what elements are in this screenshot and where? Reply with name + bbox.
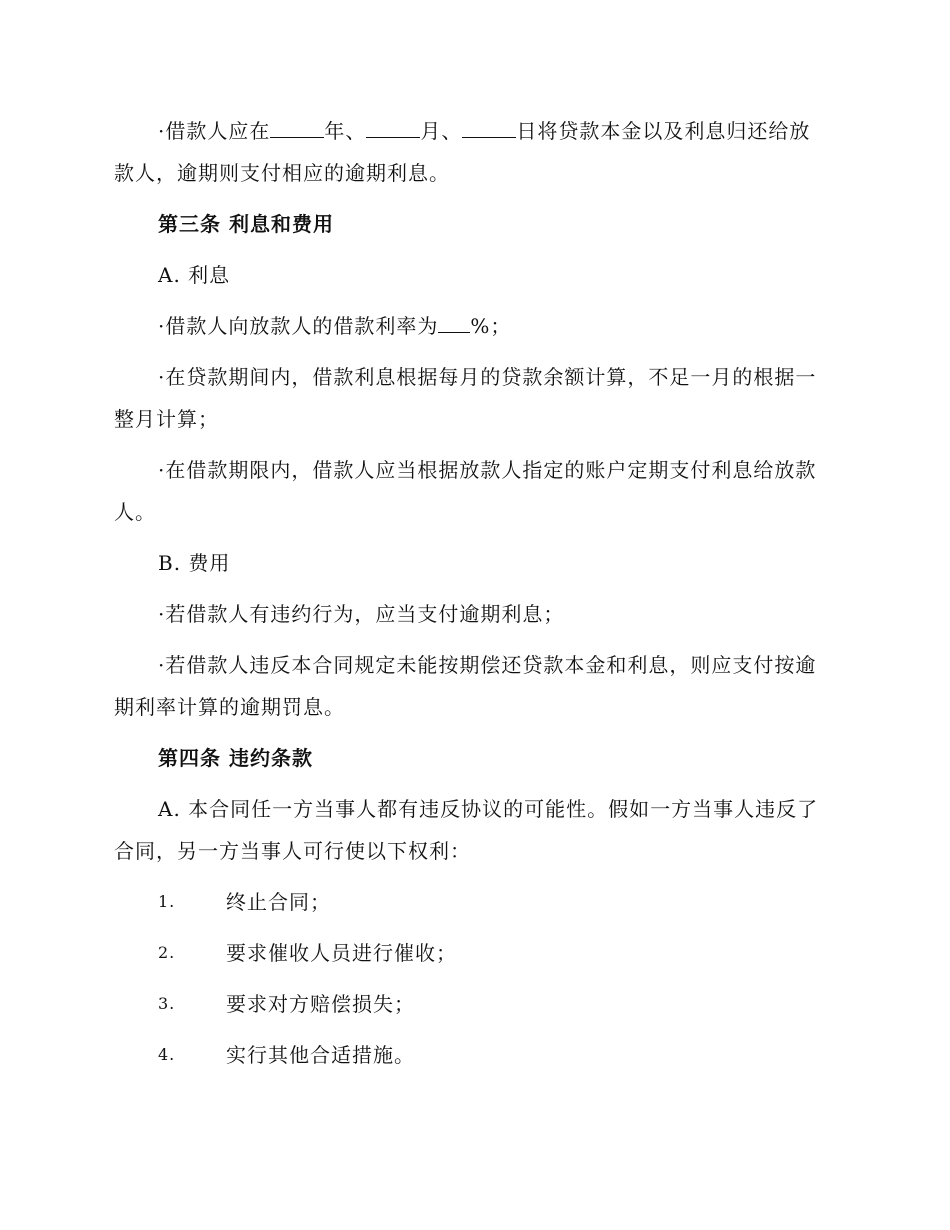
list-item [114, 1034, 830, 1076]
list-item-text: 实行其他合适措施。 [226, 1043, 415, 1067]
day-blank [462, 115, 516, 138]
list-item-number: 3. [158, 994, 176, 1013]
list-item-text: 终止合同； [226, 890, 331, 914]
repayment-clause-lead: ·借款人应在 [158, 119, 271, 143]
article-4-heading: 第四条 违约条款 [158, 746, 313, 770]
document-body [114, 110, 830, 1085]
list-item [114, 983, 830, 1025]
interest-rate-lead: ·借款人向放款人的借款利率为 [158, 314, 439, 338]
repayment-clause-tail: 日将贷款本金以及利息归还给放款人，逾期则支付相应的逾期利息。 [114, 119, 811, 185]
list-item-text: 要求催收人员进行催收； [226, 941, 457, 965]
interest-payment-clause: ·在借款期限内，借款人应当根据放款人指定的账户定期支付利息给放款人。 [114, 458, 817, 524]
article-3-heading: 第三条 利息和费用 [158, 212, 334, 236]
interest-calculation-clause: ·在贷款期间内，借款利息根据每月的贷款余额计算，不足一月的根据一整月计算； [114, 365, 817, 431]
month-label: 月、 [420, 119, 463, 143]
list-item [114, 932, 830, 974]
repayment-clause [114, 110, 830, 194]
list-item-number: 2. [158, 943, 176, 962]
breach-section-a: A. 本合同任一方当事人都有违反协议的可能性。假如一方当事人违反了合同，另一方当事人可行使以下权利： [114, 797, 819, 863]
interest-rate-tail: %； [470, 314, 512, 338]
rate-blank [438, 310, 470, 333]
list-item-text: 要求对方赔偿损失； [226, 992, 415, 1016]
list-item-number: 1. [158, 892, 176, 911]
year-label: 年、 [324, 119, 367, 143]
interest-rate-clause [114, 305, 830, 347]
month-blank [366, 115, 420, 138]
list-item-number: 4. [158, 1045, 176, 1064]
section-b-fees-label: B. 费用 [158, 551, 231, 575]
section-a-interest-label: A. 利息 [158, 263, 231, 287]
year-blank [270, 115, 324, 138]
fee-penalty-clause: ·若借款人违反本合同规定未能按期偿还贷款本金和利息，则应支付按逾期利率计算的逾期罚息。 [114, 653, 817, 719]
fee-default-clause: ·若借款人有违约行为，应当支付逾期利息； [158, 602, 565, 626]
list-item [114, 881, 830, 923]
